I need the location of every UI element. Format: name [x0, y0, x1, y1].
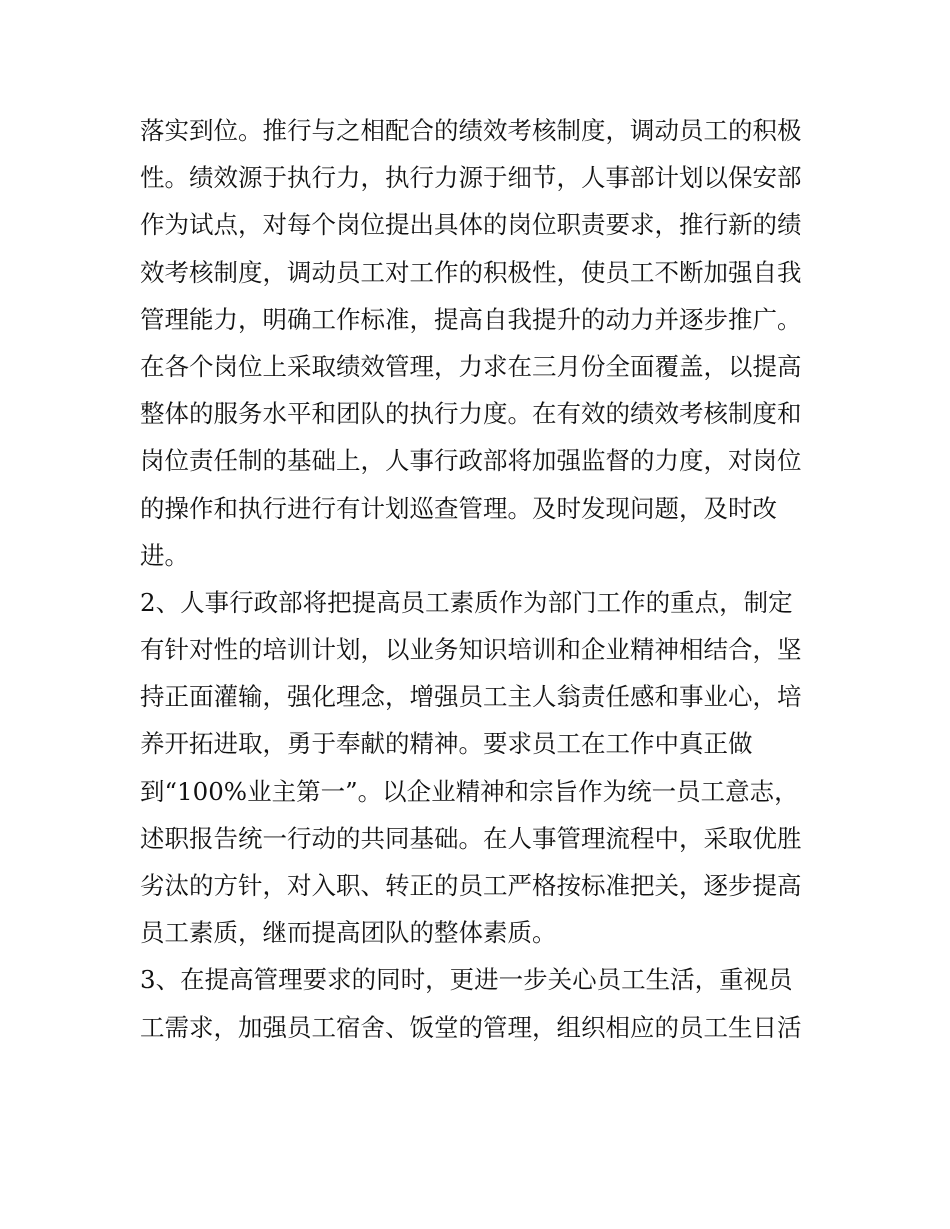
text-line: 述职报告统一行动的共同基础。在人事管理流程中，采取优胜: [140, 823, 802, 853]
text-line: 养开拓进取，勇于奉献的精神。要求员工在工作中真正做: [140, 729, 753, 759]
text-line: 2、人事行政部将把提高员工素质作为部门工作的重点，制定: [140, 587, 793, 617]
text-line: 性。绩效源于执行力，执行力源于细节，人事部计划以保安部: [140, 163, 802, 193]
body-text: [140, 107, 830, 1051]
text-line: 管理能力，明确工作标准，提高自我提升的动力并逐步推广。: [140, 304, 802, 334]
text-line: 岗位责任制的基础上，人事行政部将加强监督的力度，对岗位: [140, 446, 802, 476]
text-line: 有针对性的培训计划，以业务知识培训和企业精神相结合，坚: [140, 635, 802, 665]
text-line: 持正面灌输，强化理念，增强员工主人翁责任感和事业心，培: [140, 682, 802, 712]
text-line: 到“100%业主第一”。以企业精神和宗旨作为统一员工意志，: [140, 776, 799, 806]
text-line: 劣汰的方针，对入职、转正的员工严格按标准把关，逐步提高: [140, 871, 802, 900]
text-line: 效考核制度，调动员工对工作的积极性，使员工不断加强自我: [140, 257, 802, 287]
text-line: 落实到位。推行与之相配合的绩效考核制度，调动员工的积极: [140, 116, 802, 145]
text-line: 工需求，加强员工宿舍、饭堂的管理，组织相应的员工生日活: [140, 1012, 802, 1042]
text-line: 在各个岗位上采取绩效管理，力求在三月份全面覆盖，以提高: [140, 351, 802, 381]
text-line: 员工素质，继而提高团队的整体素质。: [140, 918, 557, 948]
text-line: 的操作和执行进行有计划巡查管理。及时发现问题，及时改: [140, 493, 777, 523]
text-line: 作为试点，对每个岗位提出具体的岗位职责要求，推行新的绩: [140, 210, 802, 240]
text-line: 整体的服务水平和团队的执行力度。在有效的绩效考核制度和: [140, 399, 802, 429]
text-line: 3、在提高管理要求的同时，更进一步关心员工生活，重视员: [140, 965, 793, 995]
text-line: 进。: [140, 540, 189, 570]
